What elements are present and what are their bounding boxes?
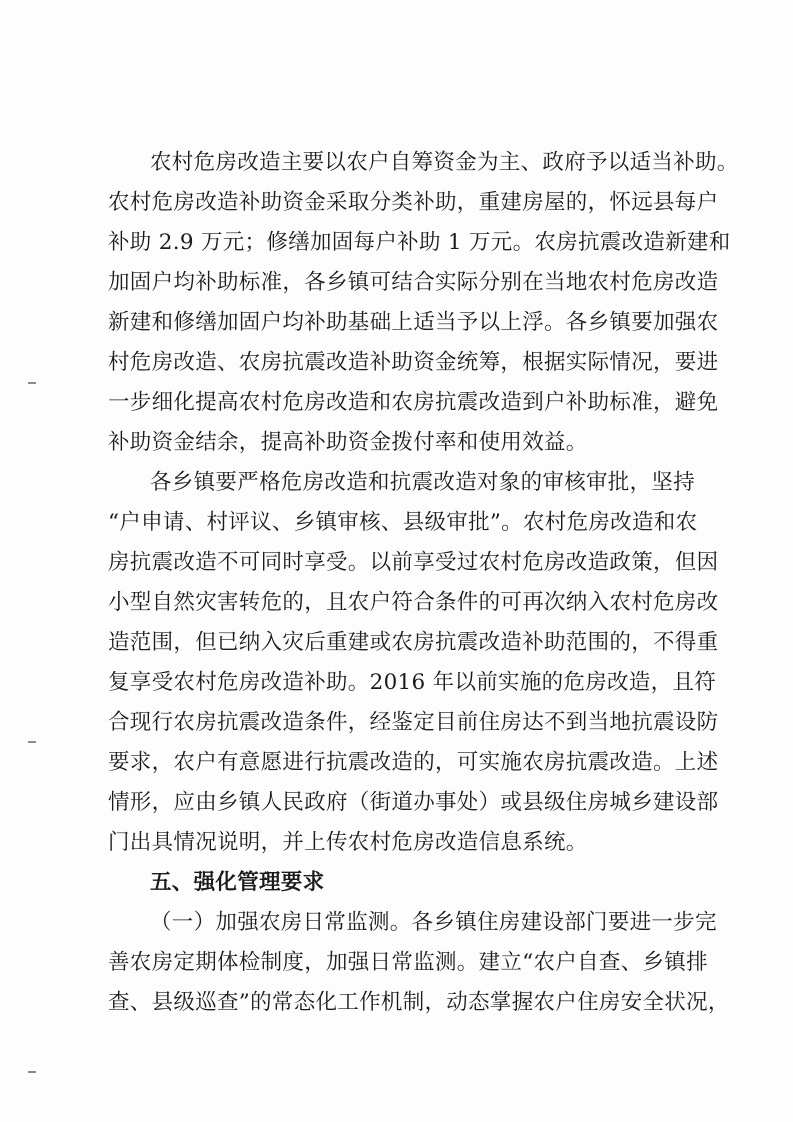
paragraph-line: 小型自然灾害转危的，且农户符合条件的可再次纳入农村危房改: [108, 590, 719, 615]
paragraph-line: （一）加强农房日常监测。各乡镇住房建设部门要进一步完: [150, 910, 717, 935]
paragraph-line: 门出具情况说明，并上传农村危房改造信息系统。: [108, 830, 588, 855]
paragraph-line: 造范围，但已纳入灾后重建或农房抗震改造补助范围的，不得重: [108, 630, 719, 655]
paragraph-line: 新建和修缮加固户均补助基础上适当予以上浮。各乡镇要加强农: [108, 310, 719, 335]
paragraph-line: 复享受农村危房改造补助。2016 年以前实施的危房改造，且符: [108, 670, 717, 695]
margin-tick-mark: [28, 1071, 36, 1073]
section-heading: 五、强化管理要求: [150, 870, 325, 895]
paragraph-line: 村危房改造、农房抗震改造补助资金统筹，根据实际情况，要进: [108, 350, 719, 375]
margin-tick-mark: [28, 741, 36, 743]
paragraph-line: 情形，应由乡镇人民政府（街道办事处）或县级住房城乡建设部: [108, 790, 719, 815]
paragraph-line: 加固户均补助标准，各乡镇可结合实际分别在当地农村危房改造: [108, 270, 719, 295]
paragraph-line: 房抗震改造不可同时享受。以前享受过农村危房改造政策，但因: [108, 550, 719, 575]
paragraph-line: 一步细化提高农村危房改造和农房抗震改造到户补助标准，避免: [108, 390, 719, 415]
paragraph-line: 查、县级巡查”的常态化工作机制，动态掌握农户住房安全状况，: [108, 990, 730, 1015]
paragraph-line: 农村危房改造补助资金采取分类补助，重建房屋的，怀远县每户: [108, 190, 719, 215]
paragraph-line: 要求，农户有意愿进行抗震改造的，可实施农房抗震改造。上述: [108, 750, 719, 775]
paragraph-line: 各乡镇要严格危房改造和抗震改造对象的审核审批，坚持: [150, 470, 696, 495]
paragraph-line: 合现行农房抗震改造条件，经鉴定目前住房达不到当地抗震设防: [108, 710, 719, 735]
paragraph-line: 农村危房改造主要以农户自筹资金为主、政府予以适当补助。: [150, 150, 739, 175]
paragraph-line: 补助资金结余，提高补助资金拨付率和使用效益。: [108, 430, 588, 455]
paragraph-line: 补助 2.9 万元；修缮加固每户补助 1 万元。农房抗震改造新建和: [108, 230, 731, 255]
margin-tick-mark: [28, 382, 36, 384]
paragraph-line: 善农房定期体检制度，加强日常监测。建立“农户自查、乡镇排: [108, 950, 708, 975]
paragraph-line: “户申请、村评议、乡镇审核、县级审批”。农村危房改造和农: [108, 510, 698, 535]
